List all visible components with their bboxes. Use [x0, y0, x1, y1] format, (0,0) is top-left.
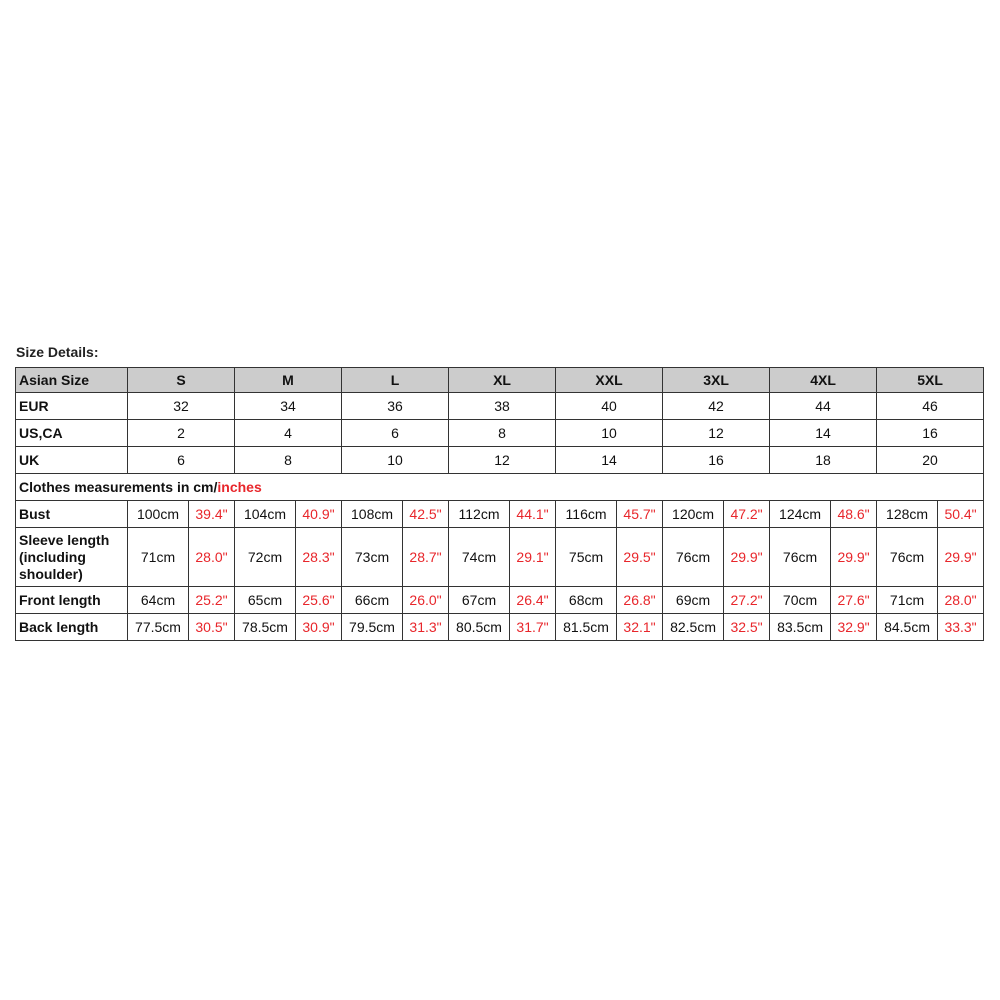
measurements-heading-text: Clothes measurements in cm/	[19, 479, 218, 495]
cm-cell: 83.5cm	[770, 614, 831, 641]
cm-cell: 64cm	[128, 587, 189, 614]
inch-cell: 30.5"	[189, 614, 235, 641]
inch-cell: 29.9"	[831, 528, 877, 587]
cm-cell: 72cm	[235, 528, 296, 587]
measurements-heading-highlight: inches	[217, 479, 262, 495]
inch-cell: 29.9"	[724, 528, 770, 587]
row-label: Sleeve length (including shoulder)	[16, 528, 128, 587]
table-cell: 46	[877, 393, 984, 420]
row-label: UK	[16, 447, 128, 474]
inch-cell: 32.1"	[617, 614, 663, 641]
table-cell: 14	[556, 447, 663, 474]
table-cell: 20	[877, 447, 984, 474]
inch-cell: 28.0"	[938, 587, 984, 614]
row-label: Bust	[16, 501, 128, 528]
cm-cell: 70cm	[770, 587, 831, 614]
inch-cell: 28.3"	[296, 528, 342, 587]
table-cell: 42	[663, 393, 770, 420]
inch-cell: 32.9"	[831, 614, 877, 641]
table-cell: 4	[235, 420, 342, 447]
cm-cell: 104cm	[235, 501, 296, 528]
inch-cell: 39.4"	[189, 501, 235, 528]
inch-cell: 25.2"	[189, 587, 235, 614]
inch-cell: 33.3"	[938, 614, 984, 641]
size-header: L	[342, 368, 449, 393]
cm-cell: 65cm	[235, 587, 296, 614]
inch-cell: 31.7"	[510, 614, 556, 641]
measurements-heading-row	[16, 474, 984, 501]
inch-cell: 42.5"	[403, 501, 449, 528]
cm-cell: 124cm	[770, 501, 831, 528]
inch-cell: 29.9"	[938, 528, 984, 587]
inch-cell: 29.5"	[617, 528, 663, 587]
cm-cell: 120cm	[663, 501, 724, 528]
inch-cell: 27.2"	[724, 587, 770, 614]
cm-cell: 112cm	[449, 501, 510, 528]
table-row	[16, 614, 984, 641]
inch-cell: 30.9"	[296, 614, 342, 641]
inch-cell: 47.2"	[724, 501, 770, 528]
cm-cell: 67cm	[449, 587, 510, 614]
size-header: XL	[449, 368, 556, 393]
cm-cell: 108cm	[342, 501, 403, 528]
table-cell: 10	[342, 447, 449, 474]
table-cell: 44	[770, 393, 877, 420]
row-label: US,CA	[16, 420, 128, 447]
row-label: Front length	[16, 587, 128, 614]
table-row	[16, 501, 984, 528]
inch-cell: 31.3"	[403, 614, 449, 641]
table-cell: 12	[663, 420, 770, 447]
table-cell: 36	[342, 393, 449, 420]
inch-cell: 26.0"	[403, 587, 449, 614]
cm-cell: 71cm	[128, 528, 189, 587]
inch-cell: 25.6"	[296, 587, 342, 614]
table-row	[16, 393, 984, 420]
size-chart-table	[15, 367, 984, 641]
table-cell: 14	[770, 420, 877, 447]
inch-cell: 28.0"	[189, 528, 235, 587]
row-label: Back length	[16, 614, 128, 641]
table-row	[16, 447, 984, 474]
table-cell: 12	[449, 447, 556, 474]
cm-cell: 71cm	[877, 587, 938, 614]
table-cell: 18	[770, 447, 877, 474]
cm-cell: 77.5cm	[128, 614, 189, 641]
size-header: M	[235, 368, 342, 393]
cm-cell: 79.5cm	[342, 614, 403, 641]
size-header: 3XL	[663, 368, 770, 393]
table-cell: 16	[877, 420, 984, 447]
inch-cell: 44.1"	[510, 501, 556, 528]
cm-cell: 80.5cm	[449, 614, 510, 641]
cm-cell: 116cm	[556, 501, 617, 528]
measurements-heading	[16, 474, 984, 501]
table-cell: 8	[449, 420, 556, 447]
inch-cell: 28.7"	[403, 528, 449, 587]
header-label: Asian Size	[16, 368, 128, 393]
table-cell: 32	[128, 393, 235, 420]
inch-cell: 40.9"	[296, 501, 342, 528]
cm-cell: 84.5cm	[877, 614, 938, 641]
table-row	[16, 420, 984, 447]
cm-cell: 69cm	[663, 587, 724, 614]
table-row	[16, 587, 984, 614]
inch-cell: 50.4"	[938, 501, 984, 528]
cm-cell: 76cm	[770, 528, 831, 587]
table-cell: 10	[556, 420, 663, 447]
cm-cell: 81.5cm	[556, 614, 617, 641]
inch-cell: 32.5"	[724, 614, 770, 641]
inch-cell: 26.8"	[617, 587, 663, 614]
table-header-row	[16, 368, 984, 393]
page-title: Size Details:	[16, 344, 99, 360]
inch-cell: 48.6"	[831, 501, 877, 528]
table-cell: 38	[449, 393, 556, 420]
size-header: 4XL	[770, 368, 877, 393]
cm-cell: 74cm	[449, 528, 510, 587]
table-cell: 6	[128, 447, 235, 474]
cm-cell: 78.5cm	[235, 614, 296, 641]
inch-cell: 29.1"	[510, 528, 556, 587]
table-row	[16, 528, 984, 587]
cm-cell: 82.5cm	[663, 614, 724, 641]
table-cell: 8	[235, 447, 342, 474]
cm-cell: 128cm	[877, 501, 938, 528]
size-header: XXL	[556, 368, 663, 393]
table-cell: 34	[235, 393, 342, 420]
inch-cell: 27.6"	[831, 587, 877, 614]
size-header: S	[128, 368, 235, 393]
table-cell: 6	[342, 420, 449, 447]
inch-cell: 45.7"	[617, 501, 663, 528]
cm-cell: 68cm	[556, 587, 617, 614]
cm-cell: 100cm	[128, 501, 189, 528]
inch-cell: 26.4"	[510, 587, 556, 614]
cm-cell: 76cm	[877, 528, 938, 587]
cm-cell: 73cm	[342, 528, 403, 587]
row-label: EUR	[16, 393, 128, 420]
cm-cell: 76cm	[663, 528, 724, 587]
cm-cell: 75cm	[556, 528, 617, 587]
table-cell: 2	[128, 420, 235, 447]
table-cell: 40	[556, 393, 663, 420]
cm-cell: 66cm	[342, 587, 403, 614]
table-cell: 16	[663, 447, 770, 474]
size-header: 5XL	[877, 368, 984, 393]
